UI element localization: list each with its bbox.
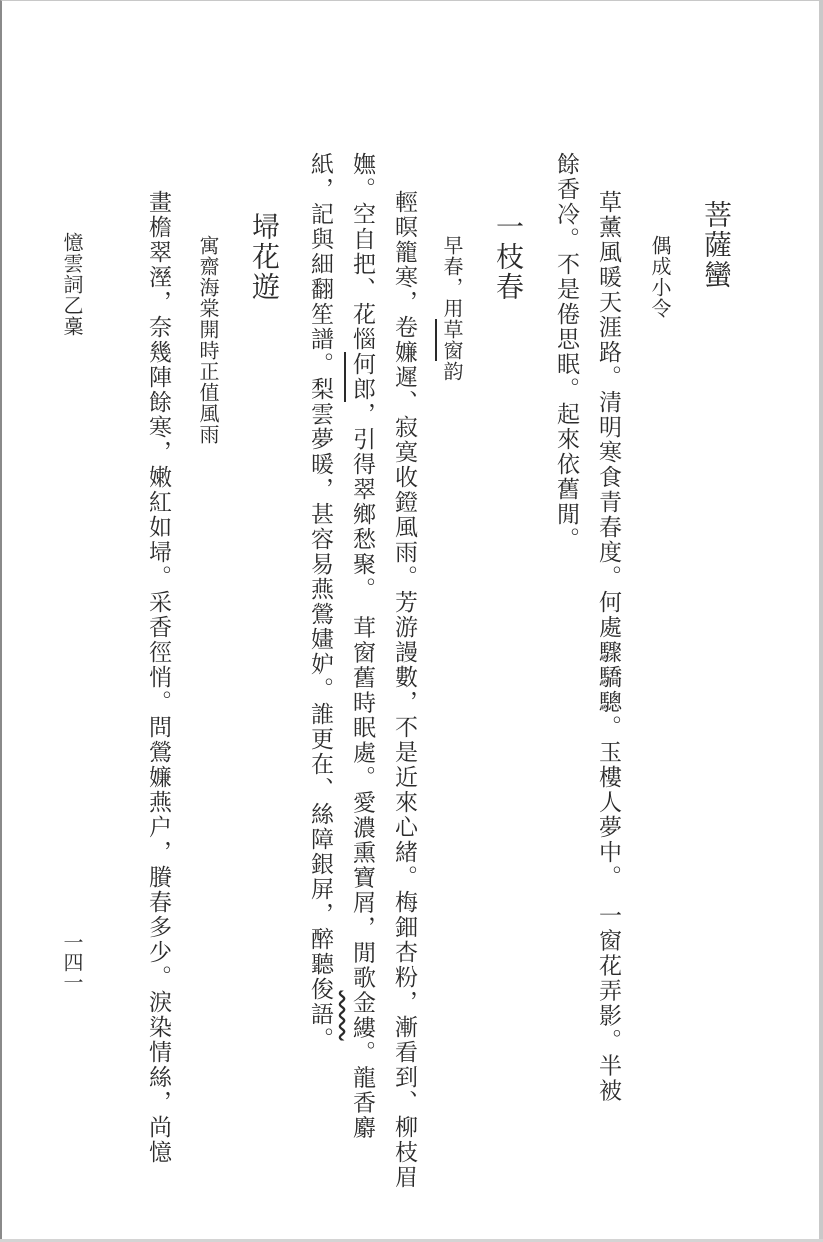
- poem-line: 畫檐翠溼，奈幾陣餘寒，嫩紅如埽。采香徑悄。問鶯嬚燕户，賸春多少。淚染情絲，尚憶: [145, 190, 171, 1165]
- proper-name-mark: 何郎: [349, 352, 375, 402]
- poem-line: 餘香冷。不是倦思眠。起來依舊閒。: [553, 152, 579, 552]
- poem-title: 菩薩蠻: [700, 200, 733, 290]
- poem-line: 草薰風暖天涯路。清明寒食青春度。何處驟驕驄。玉樓人夢中。 一窗花弄影。半被: [595, 190, 621, 1104]
- poem-line: 嫵。空自把、花惱何郎，引得翠鄉愁聚。 茸窗舊時眠處。愛濃熏寶屑，閒歌金縷。龍香麝: [349, 152, 375, 1141]
- page-number: 一四一: [60, 932, 84, 992]
- poem-line: 輕暝籠寒，卷嬚遲、寂寞收鐙風雨。芳游謾數，不是近來心緒。梅鈿杏粉，漸看到、柳枝眉: [391, 190, 417, 1190]
- poem-subtitle: 寓齋海棠開時正值風雨: [196, 235, 220, 445]
- running-title: 憶雲詞乙稾: [60, 232, 84, 337]
- poem-subtitle: 早春，用草窗韵: [440, 235, 464, 382]
- poem-line: 紙，記與細翻笙譜。梨雲夢暖，甚容易燕鶯嫿妒。誰更在、絲障銀屏，醉聽俊語。: [307, 152, 333, 1052]
- page-edge-shadow: [819, 0, 823, 1242]
- proper-name-mark: 草窗: [440, 319, 464, 361]
- title-mark: 金縷: [349, 990, 375, 1041]
- poem-title: 一枝春: [492, 212, 525, 302]
- poem-title: 埽花遊: [248, 212, 281, 302]
- poem-subtitle: 偶成小令: [648, 235, 672, 319]
